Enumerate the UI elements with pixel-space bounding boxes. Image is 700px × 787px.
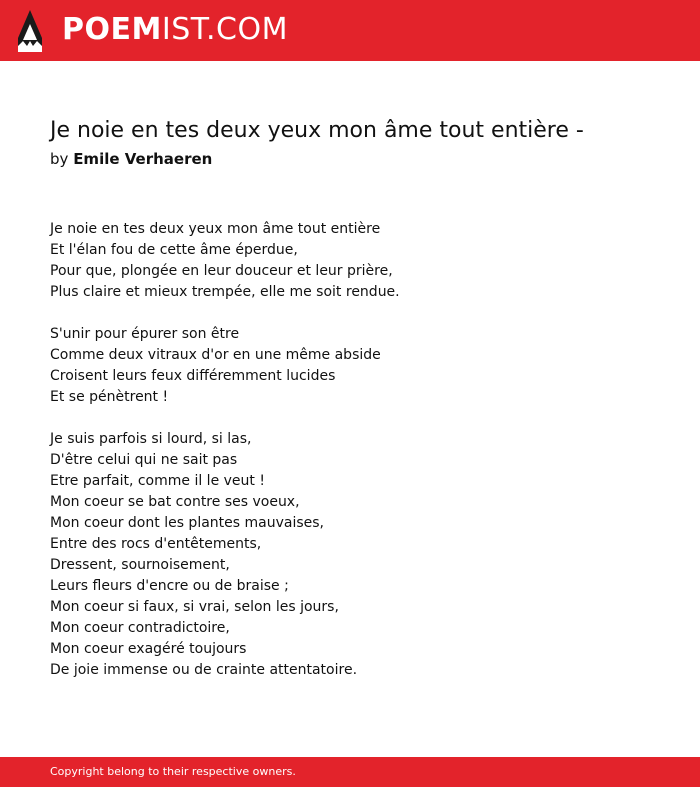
site-footer bbox=[0, 757, 700, 787]
logo-text-light: IST.COM bbox=[161, 12, 288, 47]
poem-line: Mon coeur contradictoire, bbox=[50, 620, 230, 636]
byline-prefix: by bbox=[50, 150, 69, 168]
poem-stanza bbox=[50, 219, 400, 303]
copyright-notice: Copyright belong to their respective owners. bbox=[50, 765, 296, 778]
poem-line: Mon coeur si faux, si vrai, selon les jours, bbox=[50, 599, 339, 615]
poem-line: Je noie en tes deux yeux mon âme tout entière bbox=[50, 221, 381, 237]
pencil-tip-icon[interactable] bbox=[16, 10, 44, 52]
site-logo[interactable] bbox=[62, 12, 288, 48]
poem-stanza bbox=[50, 324, 400, 408]
poem-stanza bbox=[50, 429, 400, 681]
poem-line: De joie immense ou de crainte attentatoire. bbox=[50, 662, 358, 678]
poem-byline bbox=[50, 149, 212, 169]
poem-line: Etre parfait, comme il le veut ! bbox=[50, 473, 265, 489]
poem-title: Je noie en tes deux yeux mon âme tout entière - bbox=[50, 118, 584, 143]
poem-line: Mon coeur exagéré toujours bbox=[50, 641, 247, 657]
poem-line: Comme deux vitraux d'or en une même abside bbox=[50, 347, 381, 363]
logo-text-bold: POEM bbox=[62, 12, 162, 47]
poem-line: S'unir pour épurer son être bbox=[50, 326, 240, 342]
poem-line: Mon coeur dont les plantes mauvaises, bbox=[50, 515, 325, 531]
site-header bbox=[0, 0, 700, 61]
poem-line: Pour que, plongée en leur douceur et leur prière, bbox=[50, 263, 393, 279]
poem-body bbox=[50, 219, 400, 681]
poem-line: Entre des rocs d'entêtements, bbox=[50, 536, 262, 552]
poem-line: Plus claire et mieux trempée, elle me soit rendue. bbox=[50, 284, 400, 300]
poem-line: Dressent, sournoisement, bbox=[50, 557, 230, 573]
poem-line: Croisent leurs feux différemment lucides bbox=[50, 368, 336, 384]
poem-line: Et l'élan fou de cette âme éperdue, bbox=[50, 242, 298, 258]
poem-line: D'être celui qui ne sait pas bbox=[50, 452, 238, 468]
poem-line: Et se pénètrent ! bbox=[50, 389, 169, 405]
poem-line: Leurs fleurs d'encre ou de braise ; bbox=[50, 578, 289, 594]
poem-line: Mon coeur se bat contre ses voeux, bbox=[50, 494, 300, 510]
poem-line: Je suis parfois si lourd, si las, bbox=[50, 431, 252, 447]
poem-author: Emile Verhaeren bbox=[73, 150, 213, 168]
